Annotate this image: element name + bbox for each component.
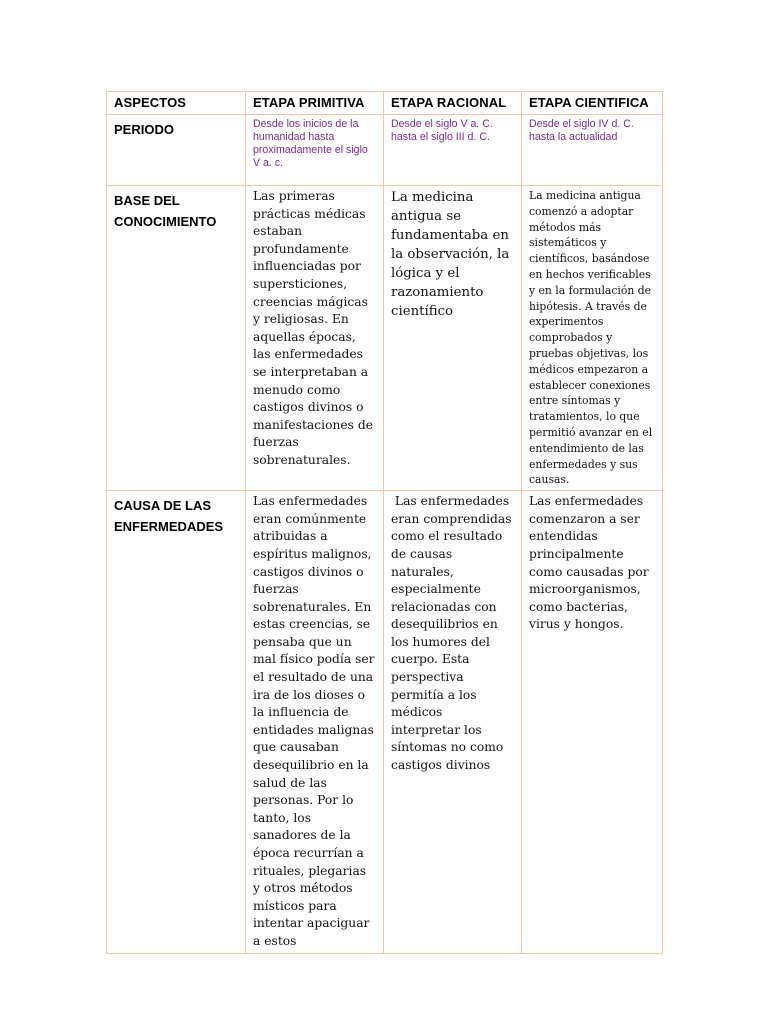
table-cell xyxy=(522,186,663,491)
cell-text: Desde el siglo IV d. C. hasta la actualidad xyxy=(529,118,634,143)
table-cell xyxy=(384,491,522,953)
row-label-cell xyxy=(107,115,246,186)
table-cell xyxy=(384,186,522,491)
table-cell xyxy=(246,115,384,186)
header-label: ETAPA PRIMITIVA xyxy=(253,95,365,110)
header-label: ASPECTOS xyxy=(114,95,187,110)
table-cell xyxy=(384,115,522,186)
table-header-row xyxy=(107,92,663,115)
table-cell xyxy=(522,115,663,186)
cell-text: Desde el siglo V a. C. hasta el siglo III d. C. xyxy=(391,118,493,143)
table-cell xyxy=(246,491,384,953)
table-cell xyxy=(246,186,384,491)
table-cell xyxy=(522,491,663,953)
table-row-periodo xyxy=(107,115,663,186)
cell-text: Las primeras prácticas médicas estaban profundamente influenciadas por supersticiones, creencias mágicas y religiosas. En aquellas épocas, las enfermedades se interpretaban a menudo como castigos divinos o manifestaciones de fuerzas sobrenaturales. xyxy=(253,189,374,467)
comparison-table xyxy=(106,91,663,954)
row-label-cell xyxy=(107,491,246,953)
header-cell-etapa-cientifica xyxy=(522,92,663,115)
row-label: BASE DEL CONOCIMIENTO xyxy=(114,193,217,229)
cell-text: Las enfermedades eran comprendidas como el resultado de causas naturales, especialmente relacionadas con desequilibrios en los humores del cuerpo. Esta perspectiva permitía a los médicos interpretar los síntomas no como castigos divinos xyxy=(391,494,516,773)
cell-text: La medicina antigua comenzó a adoptar métodos más sistemáticos y científicos, basándose en hechos verificables y en la formulación de hipótesis. A través de experimentos comprobados y pruebas objetivas, los médicos empezaron a establecer conexiones entre síntomas y tratamientos, lo que permitió avanzar en el entendimiento de las enfermedades y sus causas. xyxy=(529,189,653,487)
cell-text: Desde los inicios de la humanidad hasta proximadamente el siglo V a. c. xyxy=(253,118,368,169)
row-label: CAUSA DE LAS ENFERMEDADES xyxy=(114,498,224,535)
table-row-base-del-conocimiento xyxy=(107,186,663,491)
header-cell-etapa-primitiva xyxy=(246,92,384,115)
table-row-causa-de-las-enfermedades xyxy=(107,491,663,953)
cell-text: La medicina antigua se fundamentaba en la observación, la lógica y el razonamiento científico xyxy=(391,190,510,319)
header-label: ETAPA RACIONAL xyxy=(391,95,507,110)
cell-text: Las enfermedades eran comúnmente atribuidas a espíritus malignos, castigos divinos o fuerzas sobrenaturales. En estas creencias, se pensaba que un mal físico podía ser el resultado de una ira de los dioses o la influencia de entidades malignas que causaban desequilibrio en la salud de las personas. Por lo tanto, los sanadores de la época recurrían a rituales, plegarias y otros métodos místicos para intentar apaciguar a estos xyxy=(253,494,375,948)
header-cell-aspectos xyxy=(107,92,246,115)
header-cell-etapa-racional xyxy=(384,92,522,115)
row-label-cell xyxy=(107,186,246,491)
cell-text: Las enfermedades comenzaron a ser entendidas principalmente como causadas por microorganismos, como bacterias, virus y hongos. xyxy=(529,494,649,632)
row-label: PERIODO xyxy=(114,122,174,137)
header-label: ETAPA CIENTIFICA xyxy=(529,95,649,110)
